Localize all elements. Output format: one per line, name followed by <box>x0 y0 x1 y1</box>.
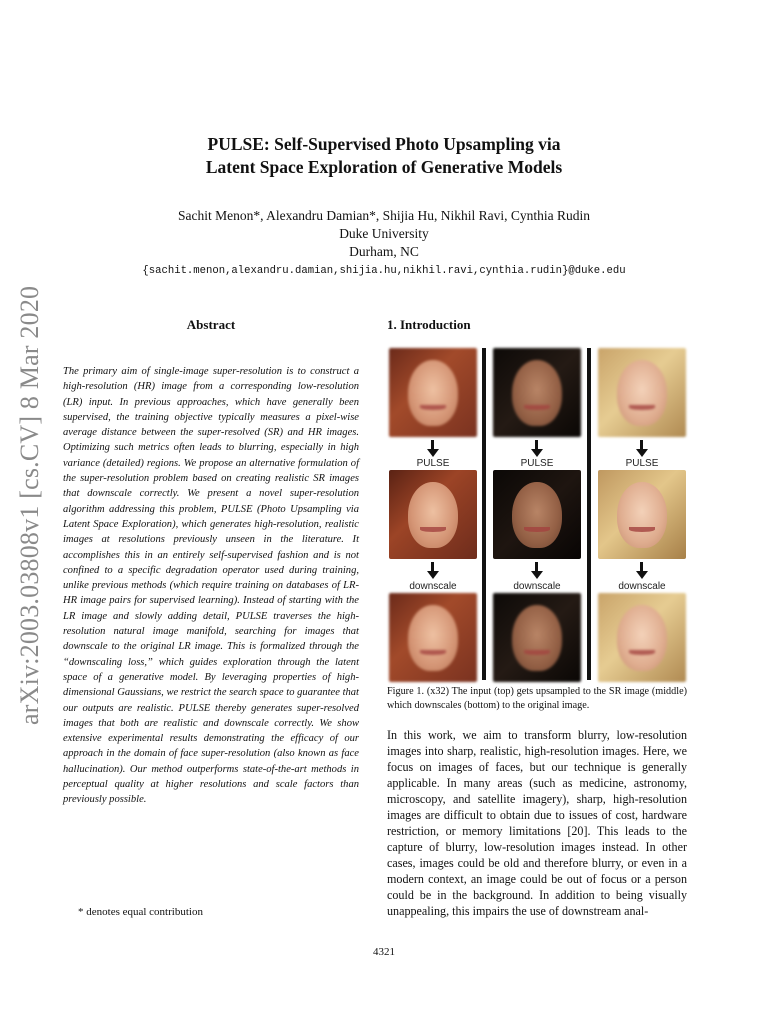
arrow-down-icon <box>636 571 648 579</box>
abstract-text: The primary aim of single-image super-resolution is to construct a high-resolution (HR) image from a corresponding low-resolution (LR) input. In previous approaches, which have generally been supervised, the training objective typically measures a pixel-wise average distance between the super-resolved (SR) and HR images. Optimizing such metrics often leads to blurring, especially in high variance (detailed) regions. We propose an alternative formulation of the super-resolution problem based on creating realistic SR images that downscale correctly. We present a novel super-resolution algorithm addressing this problem, PULSE (Photo Upsampling via Latent Space Exploration), which generates high-resolution, realistic images at resolutions previously unseen in the literature. It accomplishes this in an entirely self-supervised fashion and is not confined to a specific degradation operator used during training, unlike previous methods (which require training on databases of LR-HR image pairs for supervised learning). Instead of starting with the LR image and slowly adding detail, PULSE traverses the high-resolution natural image manifold, searching for images that downscale to the original LR image. This is formalized through the “downscaling loss,” which guides exploration through the latent space of a generative model. By leveraging properties of high-dimensional Gaussians, we restrict the search space to guarantee that our outputs are realistic. PULSE thereby generates super-resolved images that both are realistic and downscale correctly. We show extensive experimental results demonstrating the efficacy of our approach in the domain of face super-resolution (also known as face hallucination). Our method outperforms state-of-the-art methods in perceptual quality at higher resolutions and scale factors than previously possible. <box>63 366 359 806</box>
arxiv-stamp-text: arXiv:2003.03808v1 [cs.CV] 8 Mar 2020 <box>15 285 44 725</box>
arrow-down-icon <box>427 571 439 579</box>
figure-caption: Figure 1. (x32) The input (top) gets upsampled to the SR image (middle) which downscales (bottom) to the original image. <box>387 686 687 711</box>
title-line-1: PULSE: Self-Supervised Photo Upsampling via <box>207 134 561 154</box>
arrow-down-icon <box>531 449 543 457</box>
label-pulse-1: PULSE <box>416 458 450 469</box>
face-input-1 <box>389 348 477 437</box>
abstract-heading: Abstract <box>186 317 236 332</box>
label-downscale-3: downscale <box>618 581 666 592</box>
arxiv-stamp <box>10 265 50 725</box>
face-sr-3 <box>598 470 686 559</box>
label-downscale-2: downscale <box>513 581 561 592</box>
face-sr-1 <box>389 470 477 559</box>
figure-divider <box>482 348 486 680</box>
author-list: Sachit Menon*, Alexandru Damian*, Shijia Hu, Nikhil Ravi, Cynthia Rudin <box>177 208 591 223</box>
face-downscaled-1 <box>389 593 477 682</box>
author-block <box>0 207 768 261</box>
face-input-2 <box>493 348 581 437</box>
figure-1 <box>389 346 686 680</box>
label-pulse-2: PULSE <box>520 458 554 469</box>
arrow-down-icon <box>531 571 543 579</box>
face-input-3 <box>598 348 686 437</box>
arrow-down-icon <box>636 449 648 457</box>
figure-divider <box>587 348 591 680</box>
introduction-heading: 1. Introduction <box>387 317 471 332</box>
label-pulse-3: PULSE <box>625 458 659 469</box>
label-downscale-1: downscale <box>409 581 457 592</box>
face-downscaled-2 <box>493 593 581 682</box>
affiliation: Duke University <box>339 226 429 241</box>
introduction-text: In this work, we aim to transform blurry, low-resolution images into sharp, realistic, high-resolution images. Here, we focus on images of faces, but our technique is generally applicable. In many areas (such as medicine, astronomy, microscopy, and satellite imagery), sharp, high-resolution images are difficult to obtain due to issues of cost, hardware restriction, or memory limitations [20]. This leads to the capture of blurry, low-resolution images instead. In other cases, images could be old and therefore blurry, or even in a modern context, an image could be out of focus or a person could be in the background. In addition to being visually unappealing, this impairs the use of downstream anal- <box>387 728 687 918</box>
location: Durham, NC <box>349 244 419 259</box>
face-sr-2 <box>493 470 581 559</box>
page-number: 4321 <box>373 946 395 958</box>
face-downscaled-3 <box>598 593 686 682</box>
arrow-down-icon <box>427 449 439 457</box>
title-line-2: Latent Space Exploration of Generative Models <box>205 157 563 177</box>
author-emails: {sachit.menon,alexandru.damian,shijia.hu,nikhil.ravi,cynthia.rudin}@duke.edu <box>142 265 626 277</box>
footnote: * denotes equal contribution <box>78 906 203 918</box>
paper-title <box>0 133 768 179</box>
